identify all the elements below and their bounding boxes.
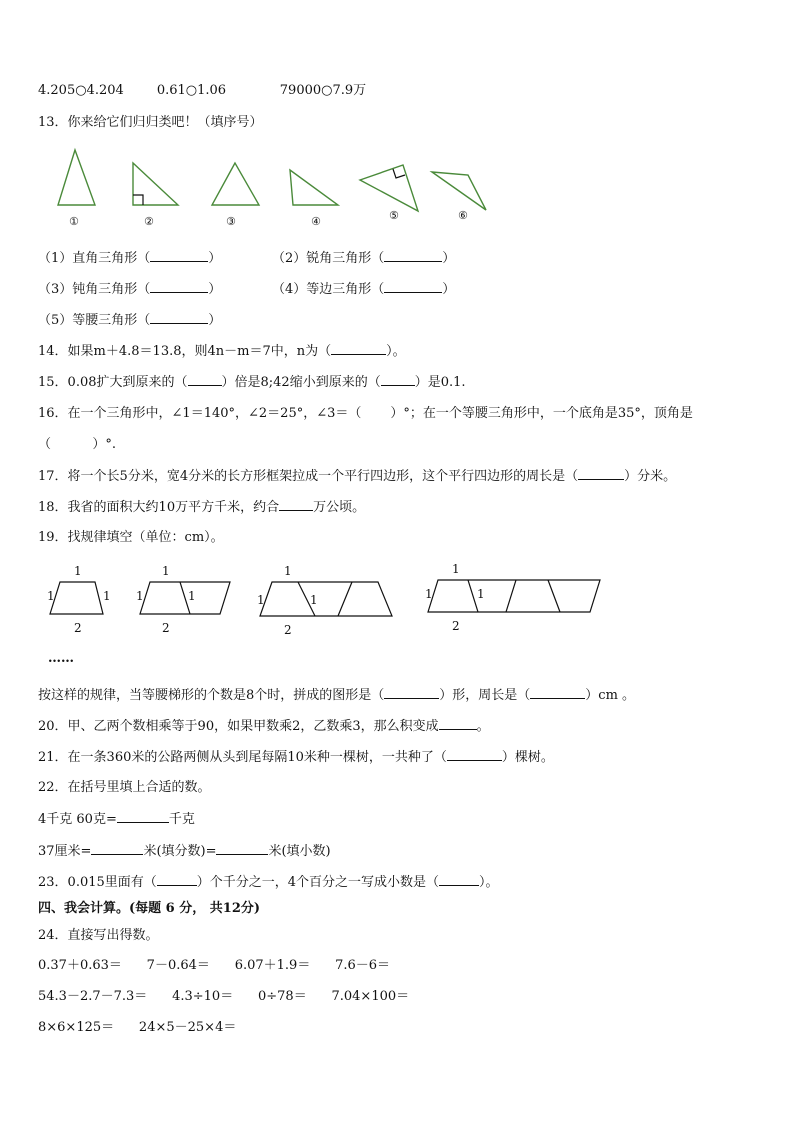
calc-row-2: 54.3－2.7－7.3＝ 4.3÷10＝ 0÷78＝ 7.04×100＝	[38, 989, 410, 1004]
answer-blank[interactable]	[439, 717, 477, 730]
svg-text:1: 1	[452, 562, 460, 576]
svg-text:1: 1	[477, 587, 485, 601]
pattern-3	[257, 564, 392, 637]
svg-text:1: 1	[425, 587, 433, 601]
answer-blank[interactable]	[150, 280, 208, 293]
svg-text:1: 1	[257, 593, 265, 607]
question-20: 20．甲、乙两个数相乘等于90，如果甲数乘2，乙数乘3，那么积变成 。	[38, 719, 490, 734]
pattern-1	[47, 564, 111, 635]
question-13: 13．你来给它们归归类吧！（填序号）	[38, 115, 263, 130]
comparison-line: 4.205○4.204 0.61○1.06 79000○7.9万	[38, 83, 367, 98]
question-15: 15．0.08扩大到原来的（ ）倍是8;42缩小到原来的（ ）是0.1.	[38, 375, 466, 390]
answer-blank[interactable]	[157, 873, 197, 886]
question-22: 22．在括号里填上合适的数。	[38, 780, 211, 795]
answer-blank[interactable]	[439, 873, 479, 886]
section-4-heading: 四、我会计算。(每题 6 分， 共12分)	[38, 901, 261, 916]
svg-text:1: 1	[284, 564, 292, 578]
triangle-2	[133, 163, 178, 205]
question-22-item-1: 4千克 60克= 千克	[38, 812, 195, 827]
svg-text:1: 1	[74, 564, 82, 578]
ellipsis: ……	[48, 651, 74, 666]
question-16-cont: （ ）°.	[38, 437, 116, 452]
question-22-item-2: 37厘米= 米(填分数)= 米(填小数)	[38, 844, 331, 859]
svg-text:2: 2	[452, 619, 460, 633]
answer-blank[interactable]	[384, 686, 439, 699]
right-angle-mark-5	[393, 169, 405, 178]
right-angle-mark-2	[133, 195, 143, 205]
triangle-4	[290, 170, 338, 205]
triangle-label-2: ②	[144, 215, 154, 228]
answer-blank[interactable]	[188, 373, 222, 386]
q13-item-3: （3）钝角三角形（ ）	[38, 282, 222, 297]
triangle-label-3: ③	[226, 215, 236, 228]
triangle-5	[360, 165, 418, 211]
trapezoid-pattern-figure	[40, 560, 610, 640]
question-19: 19．找规律填空（单位：cm）。	[38, 530, 224, 545]
answer-blank[interactable]	[279, 498, 313, 511]
triangle-6	[432, 172, 486, 210]
triangle-label-5: ⑤	[389, 209, 399, 222]
pattern-2	[136, 564, 230, 635]
answer-blank[interactable]	[384, 280, 442, 293]
pattern-4	[425, 562, 600, 633]
svg-text:1: 1	[188, 589, 196, 603]
q13-item-4: （4）等边三角形（ ）	[272, 282, 456, 297]
triangle-label-6: ⑥	[458, 209, 468, 222]
q13-item-1: （1）直角三角形（ ）	[38, 251, 222, 266]
svg-text:1: 1	[162, 564, 170, 578]
triangles-figure	[40, 145, 500, 230]
svg-text:1: 1	[310, 593, 318, 607]
question-17: 17．将一个长5分米，宽4分米的长方形框架拉成一个平行四边形，这个平行四边形的周长是（ ）分米。	[38, 469, 677, 484]
question-21: 21．在一条360米的公路两侧从头到尾每隔10米种一棵树，一共种了（ ）棵树。	[38, 750, 554, 765]
answer-blank[interactable]	[384, 249, 442, 262]
q13-item-5: （5）等腰三角形（ ）	[38, 313, 222, 328]
answer-blank[interactable]	[150, 311, 208, 324]
triangle-label-4: ④	[311, 215, 321, 228]
answer-blank[interactable]	[381, 373, 415, 386]
triangle-3	[212, 163, 259, 205]
q13-item-2: （2）锐角三角形（ ）	[272, 251, 456, 266]
answer-blank[interactable]	[447, 748, 502, 761]
answer-blank[interactable]	[117, 810, 169, 823]
question-14: 14．如果m＋4.8＝13.8，则4n－m＝7中，n为（ ）。	[38, 344, 406, 359]
question-23: 23．0.015里面有（ ）个千分之一，4个百分之一写成小数是（ ）。	[38, 875, 499, 890]
svg-text:2: 2	[74, 621, 82, 635]
svg-text:2: 2	[284, 623, 292, 637]
svg-text:1: 1	[136, 589, 144, 603]
question-16: 16．在一个三角形中，∠1＝140°，∠2＝25°，∠3＝（ ）°；在一个等腰三角形中，一个底角是35°，顶角是	[38, 406, 693, 421]
triangle-1	[58, 150, 95, 205]
question-18: 18．我省的面积大约10万平方千米，约合 万公顷。	[38, 500, 366, 515]
answer-blank[interactable]	[578, 467, 624, 480]
answer-blank[interactable]	[91, 842, 143, 855]
svg-text:1: 1	[103, 589, 111, 603]
answer-blank[interactable]	[216, 842, 268, 855]
svg-text:1: 1	[47, 589, 55, 603]
question-19-answer: 按这样的规律，当等腰梯形的个数是8个时，拼成的图形是（ ）形，周长是（ ）cm 。	[38, 688, 636, 703]
question-24: 24．直接写出得数。	[38, 928, 159, 943]
triangle-label-1: ①	[69, 215, 79, 228]
calc-row-1: 0.37＋0.63＝ 7－0.64＝ 6.07＋1.9＝ 7.6－6＝	[38, 958, 391, 973]
svg-text:2: 2	[162, 621, 170, 635]
answer-blank[interactable]	[331, 342, 386, 355]
answer-blank[interactable]	[150, 249, 208, 262]
answer-blank[interactable]	[530, 686, 585, 699]
calc-row-3: 8×6×125＝ 24×5－25×4＝	[38, 1020, 237, 1035]
